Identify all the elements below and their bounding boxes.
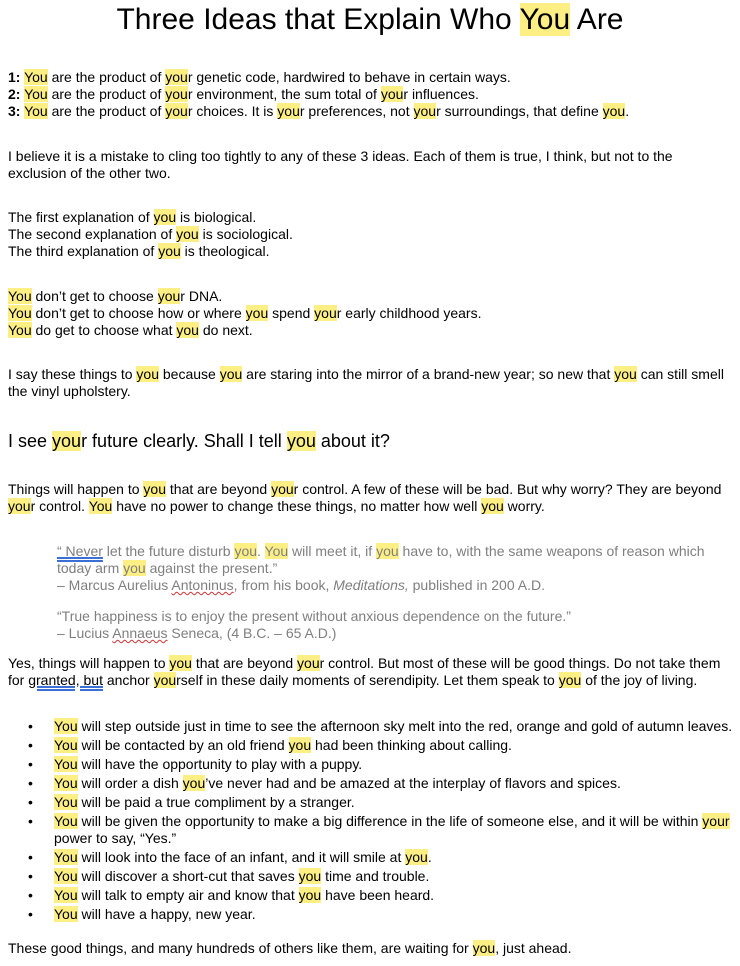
text-line xyxy=(8,69,734,86)
text-run: don’t get to choose xyxy=(31,288,158,304)
text-line xyxy=(8,226,734,243)
highlighted-word: You xyxy=(24,86,48,102)
highlighted-word: you xyxy=(245,305,269,321)
text-run: r control. A few of these will be bad. But why worry? They are beyond xyxy=(293,481,722,497)
highlighted-word: you xyxy=(614,366,637,382)
seneca-quote xyxy=(57,608,734,642)
text-run: are staring into the mirror of a brand-new year; so new that xyxy=(242,366,615,382)
worry-paragraph xyxy=(8,481,734,515)
grammar-flagged-text: granted, but xyxy=(28,672,103,688)
document-title xyxy=(0,2,740,38)
text-run: is sociological. xyxy=(198,226,293,242)
text-run: The second explanation of xyxy=(8,226,177,242)
highlighted-word: You xyxy=(88,498,113,514)
text-run: These good things, and many hundreds of others like them, are waiting for xyxy=(8,940,473,956)
list-item xyxy=(8,794,734,811)
text-run: time and trouble. xyxy=(321,868,430,884)
highlighted-word: You xyxy=(54,906,78,922)
text-run: rself in these daily moments of serendipity. Let them speak to xyxy=(176,672,559,688)
highlighted-word: you xyxy=(157,288,181,304)
highlighted-word: you xyxy=(298,887,322,903)
highlighted-word: you xyxy=(8,498,31,514)
list-item xyxy=(8,887,734,904)
list-item xyxy=(8,718,734,735)
highlighted-word: You xyxy=(8,288,32,304)
text-run: is biological. xyxy=(176,209,257,225)
text-run: r future clearly. Shall I tell xyxy=(81,431,287,451)
text-run: r control. But most of these will be good things. Do not take them for xyxy=(8,655,721,688)
highlighted-word: You xyxy=(54,737,78,753)
highlighted-word: you xyxy=(153,209,177,225)
text-line xyxy=(8,209,734,226)
highlighted-word: you xyxy=(158,243,181,259)
highlighted-word: you xyxy=(314,305,337,321)
spellcheck-flagged-word: Antoninus xyxy=(171,577,234,593)
text-run: will have a happy, new year. xyxy=(77,906,256,922)
text-run: – Marcus Aurelius xyxy=(57,577,172,593)
highlighted-word: You xyxy=(24,103,48,119)
text-run: anchor xyxy=(102,672,154,688)
highlighted-word: You xyxy=(8,305,32,321)
text-run: . xyxy=(625,103,630,119)
text-run: will be contacted by an old friend xyxy=(77,737,289,753)
text-run: r influences. xyxy=(403,86,479,102)
text-run: have been heard. xyxy=(321,887,435,903)
highlighted-word: you xyxy=(123,560,146,576)
highlighted-word: You xyxy=(54,813,78,829)
text-line xyxy=(8,288,734,305)
list-item xyxy=(8,813,734,847)
text-run: have to, with the same weapons of reason which today arm xyxy=(57,543,705,576)
text-run: that are beyond xyxy=(166,481,272,497)
highlighted-word: you xyxy=(136,366,159,382)
text-run: Are xyxy=(570,3,624,36)
highlighted-word: your xyxy=(702,813,730,829)
text-line xyxy=(57,577,734,594)
text-run: had been thinking about calling. xyxy=(311,737,512,753)
text-run: Meditations, xyxy=(333,577,409,593)
highlighted-word: You xyxy=(54,794,78,810)
text-run: will talk to empty air and know that xyxy=(77,887,299,903)
highlighted-word: you xyxy=(234,543,258,559)
bullet-list xyxy=(8,718,734,923)
text-run: . xyxy=(427,849,432,865)
text-run: published in 200 A.D. xyxy=(408,577,545,593)
highlighted-word: you xyxy=(176,226,199,242)
text-line xyxy=(8,103,734,120)
text-run: 3: xyxy=(8,103,21,119)
good-things-bullet-list xyxy=(8,718,734,925)
highlighted-word: you xyxy=(298,868,322,884)
text-run: r choices. It is xyxy=(187,103,278,119)
text-run: are the product of xyxy=(47,103,166,119)
text-run: r preferences, not xyxy=(299,103,414,119)
text-run: r control. xyxy=(30,498,89,514)
highlighted-word: you xyxy=(165,86,188,102)
text-run: power to say, “Yes.” xyxy=(54,830,177,846)
belief-paragraph xyxy=(8,148,734,182)
text-run: r DNA. xyxy=(180,288,223,304)
highlighted-word: You xyxy=(54,718,78,734)
text-run: because xyxy=(158,366,220,382)
text-line xyxy=(57,543,734,577)
text-run: is theological. xyxy=(180,243,270,259)
text-run: Yes, things will happen to xyxy=(8,655,170,671)
text-run: Things will happen to xyxy=(8,481,144,497)
highlighted-word: you xyxy=(380,86,404,102)
text-run: will discover a short-cut that saves xyxy=(77,868,299,884)
highlighted-word: you xyxy=(602,103,626,119)
list-item xyxy=(8,849,734,866)
text-run: – Lucius xyxy=(57,625,113,641)
highlighted-word: You xyxy=(54,887,78,903)
highlighted-word: you xyxy=(405,849,428,865)
highlighted-word: You xyxy=(264,543,289,559)
text-line xyxy=(8,243,734,260)
text-line xyxy=(8,655,734,689)
mirror-paragraph xyxy=(8,366,734,400)
explanations-paragraph xyxy=(8,209,734,260)
text-run: , from his book, xyxy=(233,577,334,593)
highlighted-word: you xyxy=(219,366,243,382)
highlighted-word: You xyxy=(54,775,78,791)
list-item xyxy=(8,737,734,754)
text-run: can still smell the vinyl upholstery. xyxy=(8,366,724,399)
text-run: The first explanation of xyxy=(8,209,154,225)
highlighted-word: You xyxy=(8,322,32,338)
highlighted-word: You xyxy=(54,756,78,772)
text-run: “True happiness is to enjoy the present without anxious dependence on the future.” xyxy=(57,608,571,624)
text-run: do next. xyxy=(198,322,253,338)
text-run: r genetic code, hardwired to behave in certain ways. xyxy=(187,69,511,85)
text-run: r environment, the sum total of xyxy=(187,86,381,102)
text-line xyxy=(8,940,734,957)
text-run: will be given the opportunity to make a big difference in the life of someone else, and it will be within xyxy=(77,813,703,829)
highlighted-word: you xyxy=(277,103,300,119)
text-run: will have the opportunity to play with a puppy. xyxy=(77,756,363,772)
text-run: let the future disturb xyxy=(102,543,235,559)
text-run: worry. xyxy=(503,498,545,514)
good-things-paragraph xyxy=(8,655,734,689)
future-heading xyxy=(8,430,734,452)
text-run: The third explanation of xyxy=(8,243,159,259)
text-run: are the product of xyxy=(47,69,166,85)
marcus-aurelius-quote xyxy=(57,543,734,594)
text-run: 2: xyxy=(8,86,21,102)
text-run: , just ahead. xyxy=(495,940,572,956)
highlighted-word: you xyxy=(481,498,504,514)
text-line xyxy=(8,148,734,182)
text-line xyxy=(8,366,734,400)
highlighted-word: you xyxy=(297,655,320,671)
text-run: I believe it is a mistake to cling too tightly to any of these 3 ideas. Each of them is true, I think, but not to the exclusion of the other two. xyxy=(8,148,673,181)
text-run: against the present.” xyxy=(145,560,278,576)
text-run: do get to choose what xyxy=(31,322,177,338)
highlighted-word: you xyxy=(558,672,582,688)
text-run: will order a dish xyxy=(77,775,183,791)
text-run: don’t get to choose how or where xyxy=(31,305,246,321)
highlighted-word: You xyxy=(54,868,78,884)
text-run: about it? xyxy=(315,431,390,451)
highlighted-word: you xyxy=(176,322,199,338)
text-line xyxy=(57,625,734,642)
highlighted-word: you xyxy=(472,940,496,956)
highlighted-word: you xyxy=(413,103,437,119)
highlighted-word: you xyxy=(153,672,177,688)
ideas-list xyxy=(8,69,734,120)
text-line xyxy=(8,86,734,103)
text-run: will step outside just in time to see the afternoon sky melt into the red, orange and gold of autumn leaves. xyxy=(77,718,733,734)
highlighted-word: you xyxy=(169,655,192,671)
highlighted-word: You xyxy=(54,849,78,865)
text-run: spend xyxy=(268,305,315,321)
spellcheck-flagged-word: Annaeus xyxy=(112,625,168,641)
text-run: that are beyond xyxy=(191,655,298,671)
highlighted-word: You xyxy=(24,69,48,85)
highlighted-word: you xyxy=(271,481,294,497)
text-run: have no power to change these things, no matter how well xyxy=(112,498,482,514)
text-run: I say these things to xyxy=(8,366,137,382)
text-line xyxy=(8,322,734,339)
text-line xyxy=(8,481,734,515)
highlighted-word: you xyxy=(165,69,188,85)
highlighted-word: you xyxy=(143,481,166,497)
text-run: Seneca, (4 B.C. – 65 A.D.) xyxy=(167,625,337,641)
highlighted-word: You xyxy=(519,3,571,36)
text-run: are the product of xyxy=(47,86,166,102)
text-run: will look into the face of an infant, and it will smile at xyxy=(77,849,406,865)
highlighted-word: you xyxy=(288,737,312,753)
text-run: 1: xyxy=(8,69,21,85)
text-line xyxy=(57,608,734,625)
text-run: will meet it, if xyxy=(288,543,377,559)
text-run: I see xyxy=(8,431,53,451)
list-item xyxy=(8,868,734,885)
choices-paragraph xyxy=(8,288,734,339)
text-run: will be paid a true compliment by a stranger. xyxy=(77,794,355,810)
closing-paragraph xyxy=(8,940,734,957)
highlighted-word: you xyxy=(182,775,206,791)
text-run: r surroundings, that define xyxy=(436,103,603,119)
text-run: . xyxy=(257,543,265,559)
text-line xyxy=(8,305,734,322)
list-item xyxy=(8,775,734,792)
highlighted-word: you xyxy=(52,431,82,451)
text-run: ’ve never had and be amazed at the interplay of flavors and spices. xyxy=(205,775,621,791)
grammar-flagged-text: “ Never xyxy=(57,543,103,559)
highlighted-word: you xyxy=(286,431,316,451)
text-run: r early childhood years. xyxy=(336,305,482,321)
list-item xyxy=(8,906,734,923)
list-item xyxy=(8,756,734,773)
highlighted-word: you xyxy=(165,103,188,119)
highlighted-word: you xyxy=(376,543,399,559)
text-run: of the joy of living. xyxy=(581,672,698,688)
text-run: Three Ideas that Explain Who xyxy=(116,3,520,36)
